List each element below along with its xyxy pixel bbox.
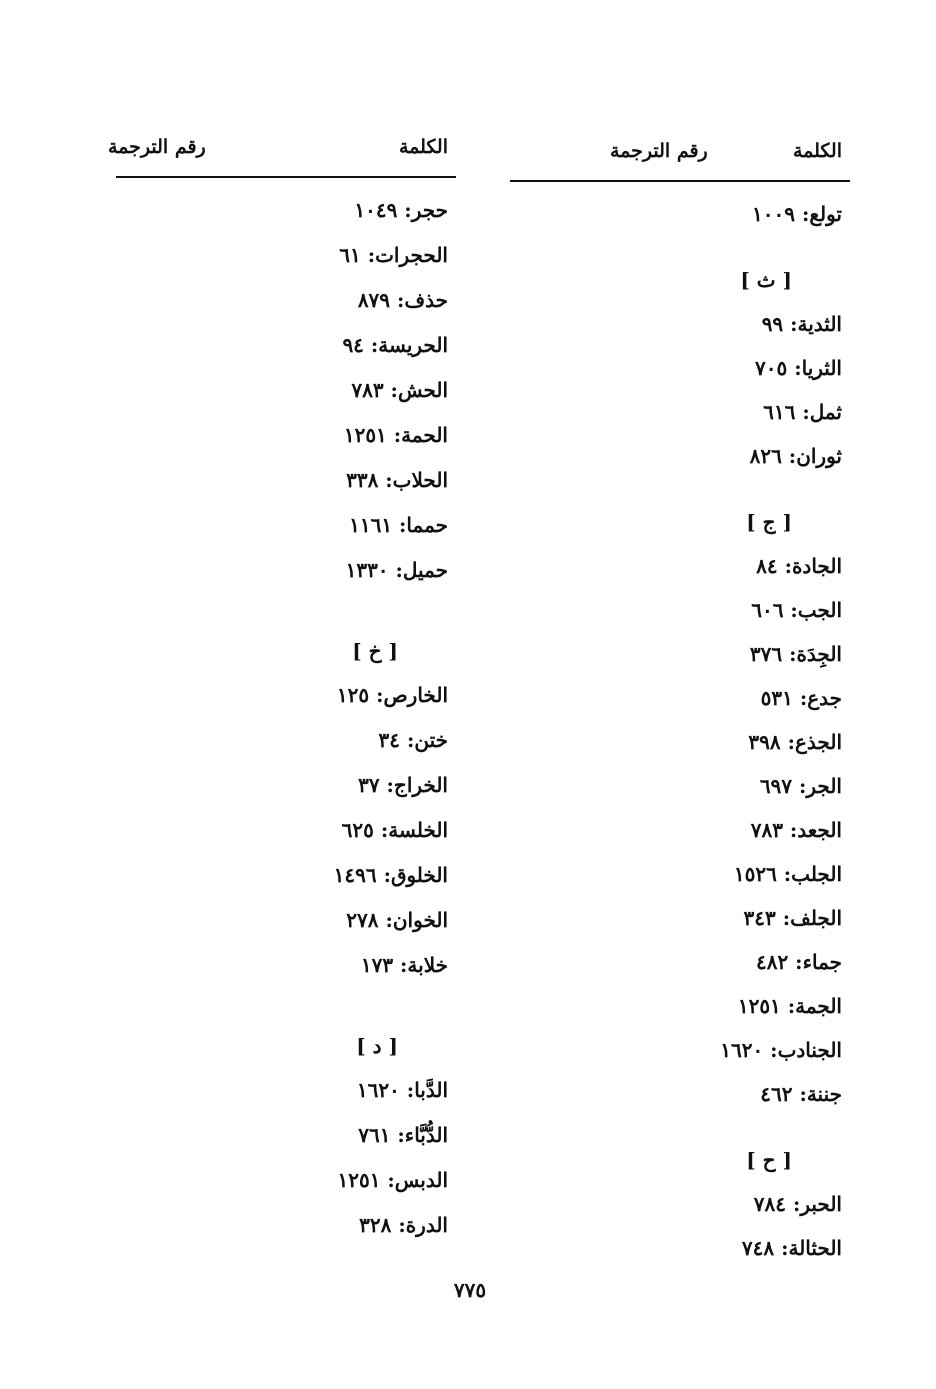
section-gap bbox=[510, 236, 850, 258]
number-header: رقم الترجمة bbox=[610, 140, 708, 162]
index-entry: الحش: ٧٨٣ bbox=[351, 378, 448, 402]
index-entry: الجادة: ٨٤ bbox=[756, 554, 842, 578]
entry-list bbox=[510, 192, 850, 1270]
page-number: ٧٧٥ bbox=[453, 1278, 487, 1302]
index-entry: الخلسة: ٦٢٥ bbox=[341, 818, 448, 842]
section-letter: [ ج ] bbox=[746, 510, 792, 534]
section-gap bbox=[116, 988, 456, 1024]
entry-list bbox=[116, 188, 456, 1248]
index-entry: الجب: ٦٠٦ bbox=[751, 598, 842, 622]
index-entry: الجِدَة: ٣٧٦ bbox=[749, 642, 842, 666]
index-entry: حميل: ١٣٣٠ bbox=[345, 558, 448, 582]
index-entry: حذف: ٨٧٩ bbox=[357, 288, 448, 312]
section-letter: [ ث ] bbox=[740, 268, 792, 292]
index-entry: الحمة: ١٢٥١ bbox=[343, 423, 448, 447]
index-entry: الحجرات: ٦١ bbox=[339, 243, 448, 267]
index-entry: الثريا: ٧٠٥ bbox=[755, 356, 842, 380]
index-entry: حجر: ١٠٤٩ bbox=[354, 198, 448, 222]
index-column-right bbox=[510, 140, 850, 1270]
index-entry: الجذع: ٣٩٨ bbox=[748, 730, 842, 754]
section-gap bbox=[510, 1116, 850, 1138]
index-entry: جماء: ٤٨٢ bbox=[755, 950, 842, 974]
index-column-left bbox=[108, 136, 456, 1248]
number-header: رقم الترجمة bbox=[108, 136, 206, 158]
index-entry: جدع: ٥٣١ bbox=[760, 686, 842, 710]
index-entry: الجنادب: ١٦٢٠ bbox=[720, 1038, 842, 1062]
index-entry: خلابة: ١٧٣ bbox=[360, 953, 448, 977]
index-entry: الجمة: ١٢٥١ bbox=[737, 994, 842, 1018]
section-letter: [ ح ] bbox=[746, 1148, 792, 1172]
section-letter: [ د ] bbox=[356, 1034, 398, 1058]
header-rule bbox=[510, 180, 850, 182]
section-letter: [ خ ] bbox=[352, 639, 398, 663]
index-entry: حمما: ١١٦١ bbox=[349, 513, 448, 537]
column-header bbox=[108, 136, 456, 176]
index-entry: الدبس: ١٢٥١ bbox=[337, 1168, 448, 1192]
section-gap bbox=[510, 478, 850, 500]
index-entry: الخوان: ٢٧٨ bbox=[346, 908, 448, 932]
index-entry: الحريسة: ٩٤ bbox=[342, 333, 448, 357]
index-entry: الجلف: ٣٤٣ bbox=[743, 906, 842, 930]
index-entry: الحبر: ٧٨٤ bbox=[753, 1192, 842, 1216]
index-entry: تولع: ١٠٠٩ bbox=[752, 202, 842, 226]
index-entry: الخراج: ٣٧ bbox=[358, 773, 448, 797]
index-entry: الجر: ٦٩٧ bbox=[759, 774, 842, 798]
word-header: الكلمة bbox=[792, 140, 842, 162]
word-header: الكلمة bbox=[398, 136, 448, 158]
index-entry: الخلوق: ١٤٩٦ bbox=[333, 863, 448, 887]
index-entry: ثمل: ٦١٦ bbox=[763, 400, 842, 424]
index-entry: الثدية: ٩٩ bbox=[761, 312, 842, 336]
index-entry: الدرة: ٣٢٨ bbox=[359, 1213, 448, 1237]
section-gap bbox=[116, 593, 456, 629]
column-header bbox=[510, 140, 850, 180]
header-rule bbox=[116, 176, 456, 178]
index-entry: الدَّبا: ١٦٢٠ bbox=[356, 1078, 448, 1102]
index-entry: الحثالة: ٧٤٨ bbox=[741, 1236, 842, 1260]
index-entry: جننة: ٤٦٢ bbox=[760, 1082, 842, 1106]
index-entry: الجلب: ١٥٢٦ bbox=[733, 862, 842, 886]
index-entry: الدُّبَّاء: ٧٦١ bbox=[358, 1123, 448, 1147]
index-entry: الحلاب: ٣٣٨ bbox=[346, 468, 448, 492]
index-entry: ثوران: ٨٢٦ bbox=[749, 444, 842, 468]
index-entry: ختن: ٣٤ bbox=[378, 728, 448, 752]
index-entry: الخارص: ١٢٥ bbox=[336, 683, 448, 707]
index-entry: الجعد: ٧٨٣ bbox=[750, 818, 842, 842]
